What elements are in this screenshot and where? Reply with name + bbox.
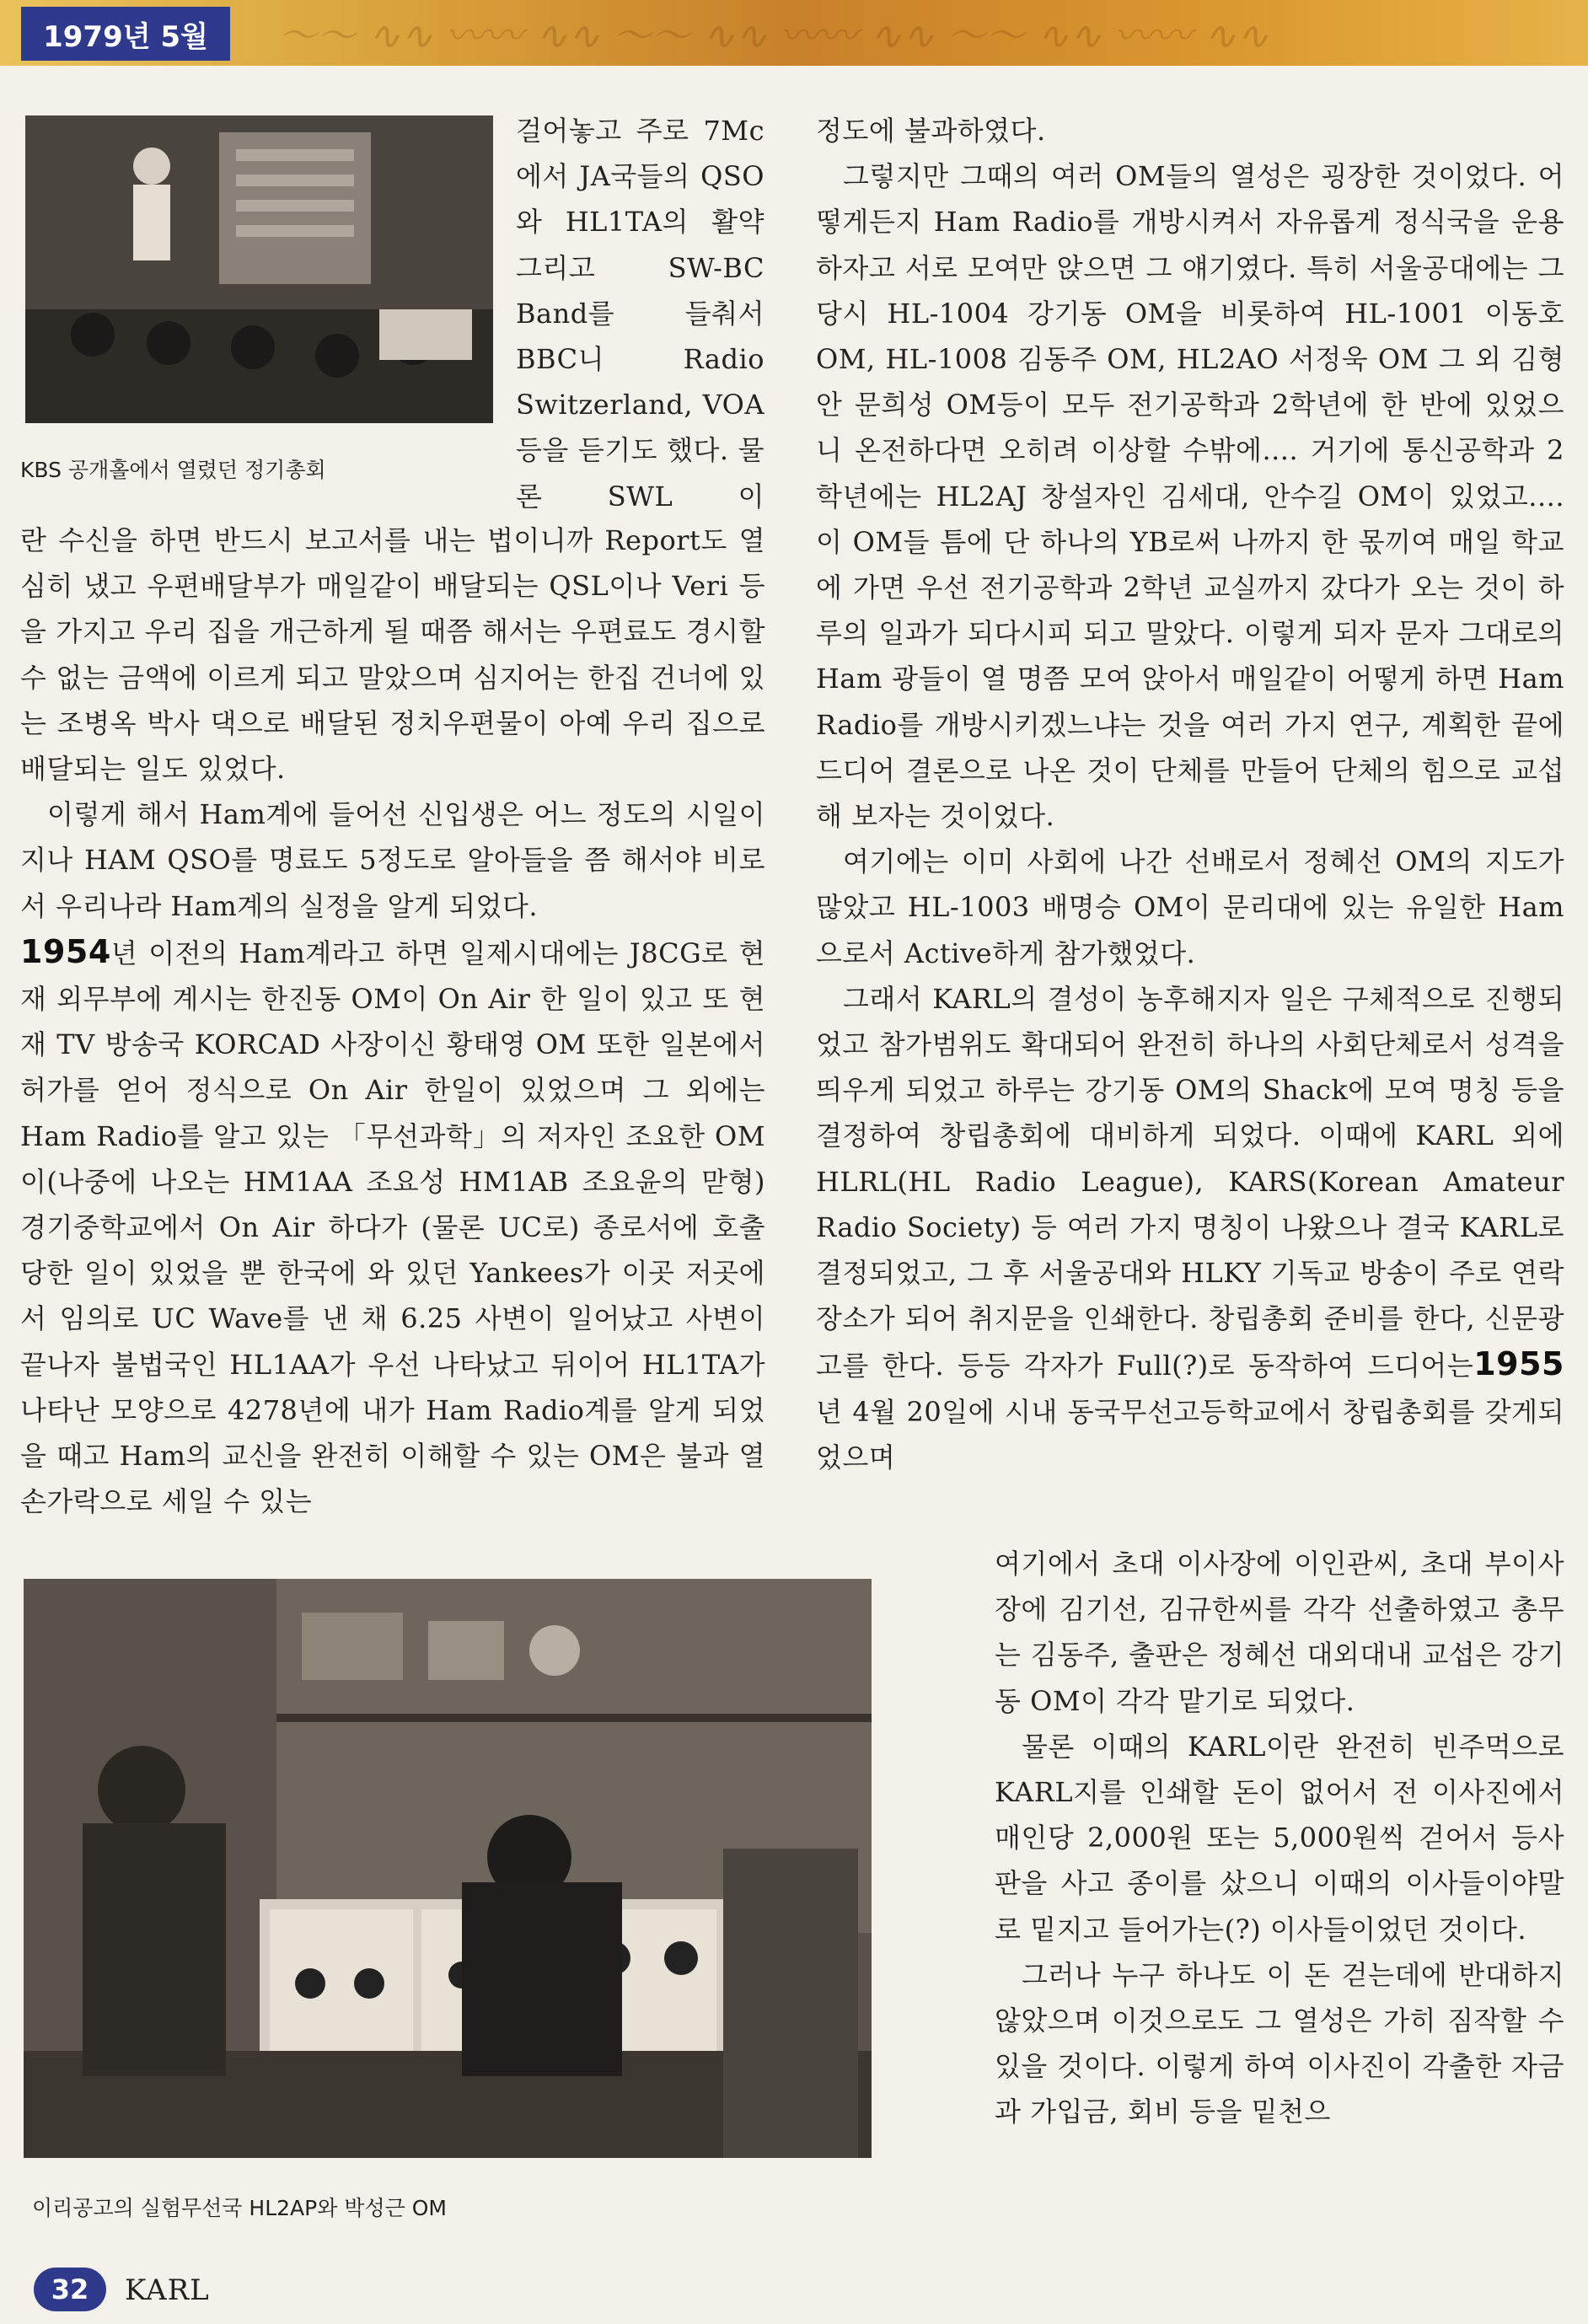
paragraph: 정도에 불과하였다. xyxy=(816,115,1046,147)
photo-kbs-hall-meeting xyxy=(25,115,493,423)
paragraph-1954 xyxy=(20,929,765,1525)
photo-caption-bottom: 이리공고의 실험무선국 HL2AP와 박성근 OM xyxy=(32,2196,447,2220)
paragraph-text: 그래서 KARL의 결성이 농후해지자 일은 구체적으로 진행되었고 참가범위도 확대되어 완전히 하나의 사회단체로서 성격을 띄우게 되었고 하루는 강기동 OM의 Shack에 모여 명칭 등을 결정하여 창립총회에 대비하게 되었다. 이때에 KARL 외에 HLRL(HL Radio League), KARS(Korean Amateur Radio Society) 등 여러 가지 명칭이 나왔으나 결국 KARL로 결정되었고, 그 후 서울공대와 HLKY 기독교 방송이 주로 연락장소가 되어 취지문을 인쇄한다. 창립총회 준비를 한다, 신문광고를 한다. 등등 각자가 Full(?)로 동작하여 드디어는 xyxy=(816,982,1564,1382)
photo-radio-station-hl2ap xyxy=(24,1579,872,2158)
article-right-narrow-column xyxy=(995,1541,1564,2135)
paragraph: 란 수신을 하면 반드시 보고서를 내는 법이니까 Report도 열심히 냈고 우편배달부가 매일같이 배달되는 QSL이나 Veri 등을 가지고 우리 집을 개근하게 될 때쯤 해서는 우편료도 경시할 수 없는 금액에 이르게 되고 말았으며 심지어는 한집 건너에 있는 조병옥 박사 댁으로 배달된 정치우편물이 아예 우리 집으로 배달되는 일도 있었다. xyxy=(20,524,765,786)
photo-caption-top: KBS 공개홀에서 열렸던 정기총회 xyxy=(20,458,326,482)
footer-brand: KARL xyxy=(125,2273,210,2307)
paragraph: 걸어놓고 주로 7Mc에서 JA국들의 QSO와 HL1TA의 활약 그리고 SW-BC Band를 들춰서 BBC니 Radio Switzerland, VOA 등을 듣기도 했다. 물론 SWL 이 xyxy=(516,115,764,513)
year-1954: 1954 xyxy=(20,932,111,970)
paragraph: 여기에는 이미 사회에 나간 선배로서 정혜선 OM의 지도가 많았고 HL-1003 배명승 OM이 문리대에 있는 유일한 Ham으로서 Active하게 참가했었다. xyxy=(816,845,1564,969)
issue-date: 1979년 5월 xyxy=(43,19,208,54)
article-left-column xyxy=(20,518,765,1524)
page-number-text: 32 xyxy=(51,2273,89,2305)
article-right-column xyxy=(816,108,1564,1480)
paragraph: 여기에서 초대 이사장에 이인관씨, 초대 부이사장에 김기선, 김규한씨를 각각 선출하였고 총무는 김동주, 출판은 정혜선 대외대내 교섭은 강기동 OM이 각각 맡기로 되었다. xyxy=(995,1548,1564,1717)
paragraph: 이렇게 해서 Ham계에 들어선 신입생은 어느 정도의 시일이 지나 HAM QSO를 명료도 5정도로 알아들을 쯤 해서야 비로서 우리나라 Ham계의 실정을 알게 되었다. xyxy=(20,798,765,922)
year-1955: 1955 xyxy=(1473,1345,1564,1383)
paragraph: 그렇지만 그때의 여러 OM들의 열성은 굉장한 것이었다. 어떻게든지 Ham Radio를 개방시켜서 자유롭게 정식국을 운용하자고 서로 모여만 앉으면 그 얘기였다. 특히 서울공대에는 그 당시 HL-1004 강기동 OM을 비롯하여 HL-1001 이동호 OM, HL-1008 김동주 OM, HL2AO 서정욱 OM 그 외 김형안 문희성 OM등이 모두 전기공학과 2학년에 한 반에 있었으니 온전하다면 오히려 이상할 수밖에.... 거기에 통신공학과 2학년에는 HL2AJ 창설자인 김세대, 안수길 OM이 있었고.... 이 OM들 틈에 단 하나의 YB로써 나까지 한 몫끼여 매일 학교에 가면 우선 전기공학과 2학년 교실까지 갔다가 오는 것이 하루의 일과가 되다시피 되고 말았다. 이렇게 되자 문자 그대로의 Ham 광들이 열 명쯤 모여 앉아서 매일같이 어떻게 하면 Ham Radio를 개방시키겠느냐는 것을 여러 가지 연구, 계획한 끝에 드디어 결론으로 나온 것이 단체를 만들어 단체의 힘으로 교섭해 보자는 것이었다. xyxy=(816,160,1564,833)
header-band xyxy=(0,0,1588,66)
radio-station-photo-illustration xyxy=(24,1579,872,2158)
paragraph-text: 년 이전의 Ham계라고 하면 일제시대에는 J8CG로 현재 외무부에 계시는 한진동 OM이 On Air 한 일이 있고 또 현재 TV 방송국 KORCAD 사장이신 황태영 OM 또한 일본에서 허가를 얻어 정식으로 On Air 한일이 있었으며 그 외에는 Ham Radio를 알고 있는 「무선과학」의 저자인 조요한 OM이(나중에 나오는 HM1AA 조요성 HM1AB 조요윤의 맏형) 경기중학교에서 On Air 하다가 (물론 UC로) 종로서에 호출 당한 일이 있었을 뿐 한국에 와 있던 Yankees가 이곳 저곳에서 임의로 UC Wave를 낸 채 6.25 사변이 일어났고 사변이 끝나자 불법국인 HL1AA가 우선 나타났고 뒤이어 HL1TA가 나타난 모양으로 4278년에 내가 Ham Radio계를 알게 되었을 때고 Ham의 교신을 완전히 이해할 수 있는 OM은 불과 열 손가락으로 세일 수 있는 xyxy=(20,937,765,1518)
page-number xyxy=(34,2268,106,2311)
paragraph-1955 xyxy=(816,976,1564,1480)
issue-date-tab xyxy=(21,7,230,61)
meeting-photo-illustration xyxy=(25,115,493,423)
paragraph: 그러나 누구 하나도 이 돈 걷는데에 반대하지 않았으며 이것으로도 그 열성은 가히 짐작할 수 있을 것이다. 이렇게 하여 이사진이 각출한 자금과 가입금, 회비 등을 밑천으 xyxy=(995,1958,1564,2128)
paragraph: 물론 이때의 KARL이란 완전히 빈주먹으로 KARL지를 인쇄할 돈이 없어서 전 이사진에서 매인당 2,000원 또는 5,000원씩 걷어서 등사판을 사고 종이를 샀으니 이때의 이사들이야말로 밑지고 들어가는(?) 이사들이었던 것이다. xyxy=(995,1730,1564,1946)
header-texture: 〜〜 ∿∿ 〰〰 ∿∿ 〜〜 ∿∿ 〰〰 ∿∿ 〜〜 ∿∿ 〰〰 ∿∿ xyxy=(278,13,1269,58)
paragraph-text: 년 4월 20일에 시내 동국무선고등학교에서 창립총회를 갖게되었으며 xyxy=(816,1395,1564,1473)
article-left-beside-photo xyxy=(516,108,764,519)
